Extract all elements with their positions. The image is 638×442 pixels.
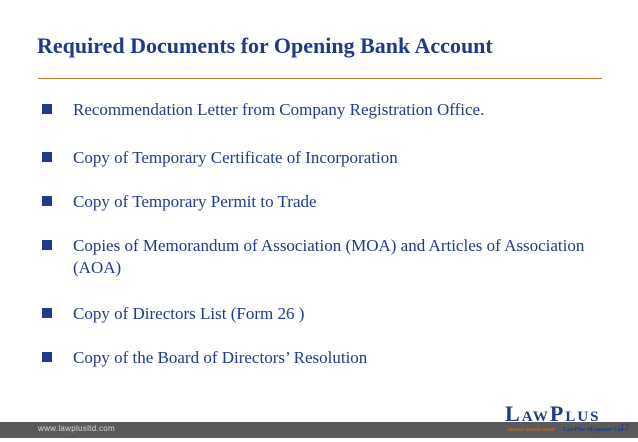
footer-url[interactable]: www.lawplusltd.com — [38, 424, 115, 433]
square-bullet-icon — [42, 352, 52, 362]
bullet-text: Copy of Temporary Certificate of Incorporation — [73, 148, 398, 167]
square-bullet-icon — [42, 196, 52, 206]
logo-letters-aw: AW — [521, 409, 550, 425]
logo-letter-l: L — [505, 401, 522, 426]
square-bullet-icon — [42, 308, 52, 318]
bullet-text: Copies of Memorandum of Association (MOA) and Articles of Association (AOA) — [73, 236, 585, 277]
title-divider — [38, 78, 602, 79]
logo-subtitle: LawPlus Myanmar Ltd — [563, 427, 624, 433]
logo-letter-p: P — [549, 401, 566, 426]
square-bullet-icon — [42, 152, 52, 162]
bullet-text: Recommendation Letter from Company Registration Office. — [73, 100, 485, 119]
square-bullet-icon — [42, 240, 52, 250]
slide-title: Required Documents for Opening Bank Account — [37, 33, 493, 58]
bullet-text: Copy of Temporary Permit to Trade — [73, 192, 317, 211]
bullet-text: Copy of the Board of Directors’ Resolution — [73, 348, 368, 367]
logo-subtitle-local: ɑɑɑɑɑ ɑɑɑɑɑ ɑɑɑɑ — [508, 427, 555, 433]
square-bullet-icon — [42, 104, 52, 114]
lawplus-logo — [505, 401, 601, 427]
bullet-text: Copy of Directors List (Form 26 ) — [73, 304, 305, 323]
logo-letters-lus: LUS — [565, 409, 601, 425]
page-number: 13 — [620, 423, 629, 432]
